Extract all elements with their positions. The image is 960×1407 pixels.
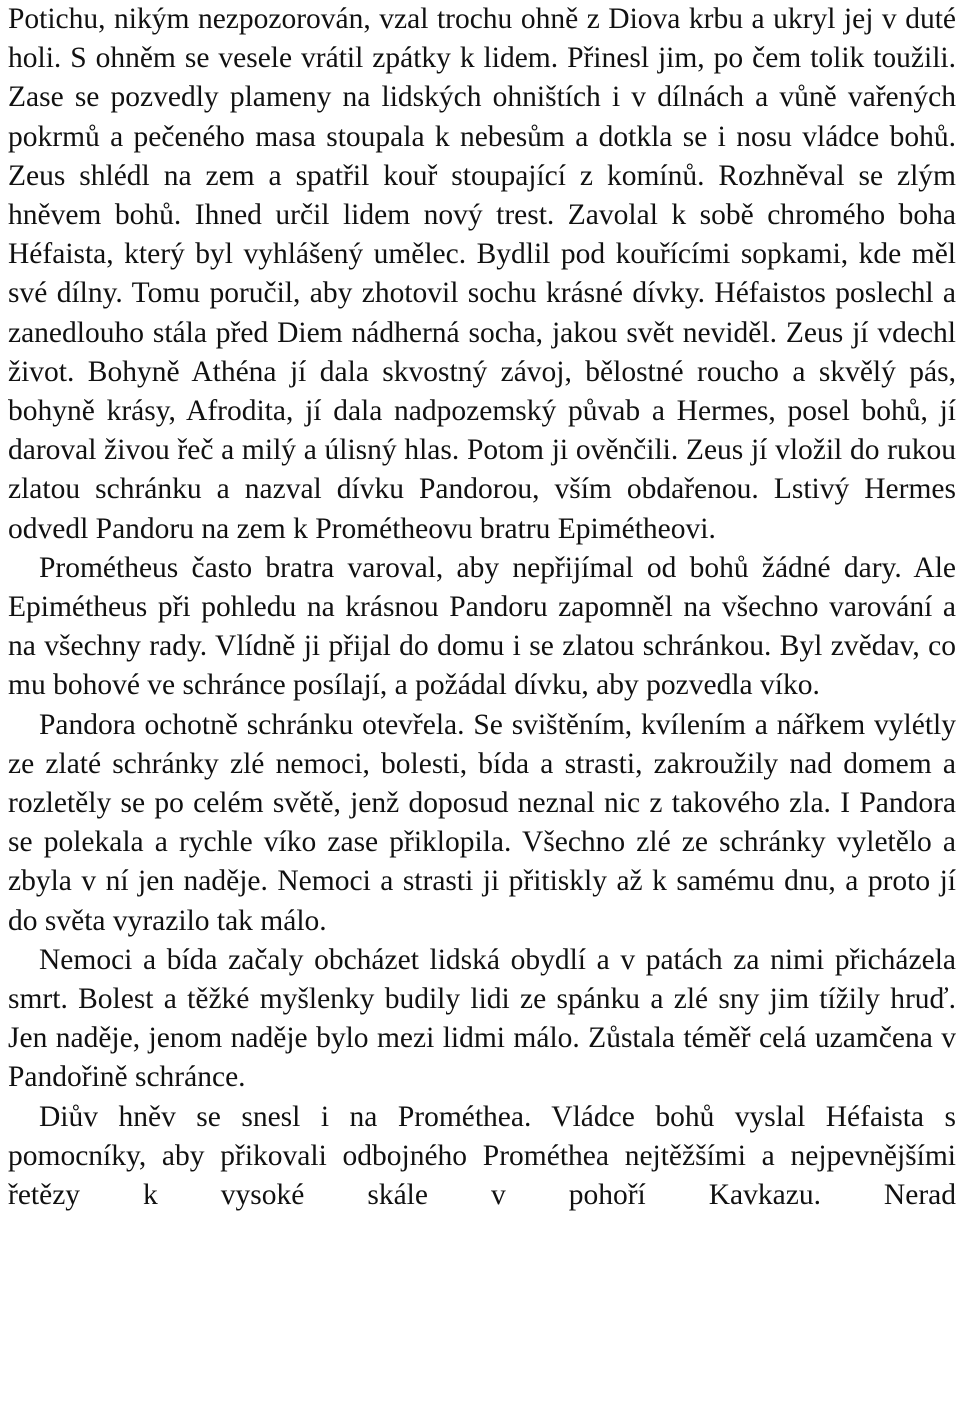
paragraph-4: Nemoci a bída začaly obcházet lidská obydlí a v patách za nimi přicházela smrt. Bolest a těžké myšlenky budily lidi ze spánku a zlé sny jim tížily hruď. Jen naděje, jenom naděje bylo mezi lidmi málo. Zůstala téměř celá uzamčena v Pandořině schránce. bbox=[8, 943, 956, 1094]
paragraph-1: Potichu, nikým nezpozorován, vzal trochu ohně z Diova krbu a ukryl jej v duté holi. S ohněm se vesele vrátil zpátky k lidem. Přinesl jim, po čem tolik toužili. Zase se pozvedly plameny na lidských ohništích i v dílnách a vůně vařených pokrmů a pečeného masa stoupala k nebesům a dotkla se i nosu vládce bohů. Zeus shlédl na zem a spatřil kouř stoupající z komínů. Rozhněval se zlým hněvem bohů. Ihned určil lidem nový trest. Zavolal k sobě chromého boha Héfaista, který byl vyhlášený umělec. Bydlil pod kouřícími sopkami, kde měl své dílny. Tomu poručil, aby zhotovil sochu krásné dívky. Héfaistos poslechl a zanedlouho stála před Diem nádherná socha, jakou svět neviděl. Zeus jí vdechl život. Bohyně Athéna jí dala skvostný závoj, bělostné roucho a skvělý pás, bohyně krásy, Afrodita, jí dala nadpozemský půvab a Hermes, posel bohů, jí daroval živou řeč a milý a úlisný hlas. Potom ji ověnčili. Zeus jí vložil do rukou zlatou schránku a nazval dívku Pandorou, vším obdařenou. Lstivý Hermes odvedl Pandoru na zem k Prométheovu bratru Epimétheovi. bbox=[8, 3, 956, 545]
document-page bbox=[8, 0, 956, 1215]
paragraph-5: Diův hněv se snesl i na Prométhea. Vládce bohů vyslal Héfaista s pomocníky, aby přikovali odbojného Prométhea nejtěžšími a nejpevnějšími řetězy k vysoké skále v pohoří Kavkazu. Nerad bbox=[8, 1100, 956, 1212]
paragraph-2: Prométheus často bratra varoval, aby nepřijímal od bohů žádné dary. Ale Epimétheus při pohledu na krásnou Pandoru zapomněl na všechno varování a na všechny rady. Vlídně ji přijal do domu i se zlatou schránkou. Byl zvědav, co mu bohové ve schránce posílají, a požádal dívku, aby pozvedla víko. bbox=[8, 551, 956, 702]
paragraph-3: Pandora ochotně schránku otevřela. Se svištěním, kvílením a nářkem vylétly ze zlaté schránky zlé nemoci, bolesti, bída a strasti, zakroužily nad domem a rozletěly se po celém světě, jenž doposud neznal nic z takového zla. I Pandora se polekala a rychle víko zase přiklopila. Všechno zlé ze schránky vyletělo a zbyla v ní jen naděje. Nemoci a strasti ji přitiskly až k samému dnu, a proto jí do světa vyrazilo tak málo. bbox=[8, 708, 956, 937]
